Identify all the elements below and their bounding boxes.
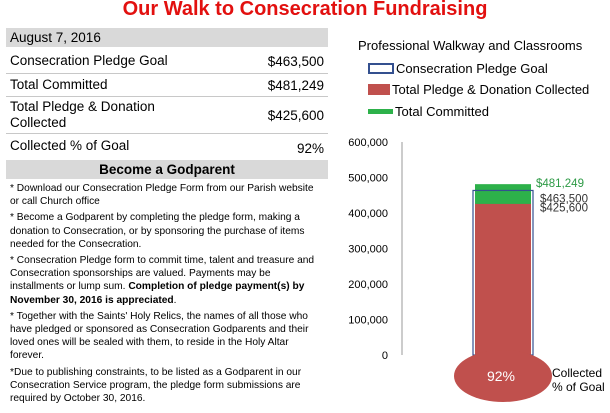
stat-label: Consecration Pledge Goal bbox=[10, 53, 168, 68]
stat-row-collected-percent bbox=[6, 133, 328, 158]
legend-label: Total Pledge & Donation Collected bbox=[392, 82, 590, 97]
percent-caption bbox=[552, 366, 605, 394]
godparent-item-end: . bbox=[173, 294, 177, 306]
godparent-item: * Together with the Saints' Holy Relics, the names of all those who have pledged or sponsored as Consecration Godparents and their loved ones will be sealed with them, to reside in the Holy Altar forever. bbox=[10, 310, 309, 362]
stat-label: Collected % of Goal bbox=[10, 138, 130, 153]
stat-label: Total Committed bbox=[10, 77, 108, 92]
legend-label: Total Committed bbox=[395, 104, 489, 119]
percent-caption-line: % of Goal bbox=[552, 380, 605, 394]
y-tick-label: 300,000 bbox=[348, 243, 388, 256]
stat-row-total-committed bbox=[6, 73, 328, 96]
stat-value: 92% bbox=[296, 141, 324, 156]
percent-caption-line: Collected bbox=[552, 366, 603, 380]
thermometer-chart bbox=[330, 0, 610, 413]
data-label-pledge-goal: $463,500 bbox=[540, 193, 588, 206]
chart-title: Professional Walkway and Classrooms bbox=[358, 38, 583, 53]
stat-value: $425,600 bbox=[267, 107, 324, 123]
godparent-instructions bbox=[6, 179, 328, 405]
stat-row-collected bbox=[6, 96, 328, 133]
godparent-item: *Due to publishing constraints, to be listed as a Godparent in our Consecration Service program, the pledge form submissions are required by October 30, 2016. bbox=[10, 366, 302, 405]
godparent-item bbox=[10, 254, 324, 307]
y-tick-label: 400,000 bbox=[348, 208, 388, 220]
godparent-heading: Become a Godparent bbox=[6, 160, 328, 179]
y-tick-label: 0 bbox=[381, 350, 388, 362]
report-date: August 7, 2016 bbox=[6, 28, 328, 47]
chart-panel bbox=[330, 0, 610, 413]
y-tick-label: 600,000 bbox=[348, 137, 388, 149]
stat-label: Total Pledge & Donation Collected bbox=[10, 99, 155, 130]
godparent-item: * Become a Godparent by completing the pledge form, making a donation to Consecration, or by sponsoring the purchase of items needed for the Consecration. bbox=[10, 212, 305, 250]
legend-label: Consecration Pledge Goal bbox=[396, 61, 548, 76]
left-panel bbox=[6, 28, 328, 408]
y-tick-label: 200,000 bbox=[348, 279, 388, 291]
page-title: Our Walk to Consecration Fundraising bbox=[122, 0, 488, 19]
stat-value: $463,500 bbox=[267, 53, 324, 69]
y-tick-label: 100,000 bbox=[348, 314, 388, 327]
godparent-item-text: * Consecration Pledge form to commit time, talent and treasure and Consecration sponsorships are valued. Payments may be installments or lump sum. bbox=[10, 255, 315, 293]
percent-label: 92% bbox=[486, 368, 516, 384]
y-tick-label: 500,000 bbox=[348, 172, 388, 185]
data-label-total-committed: $481,249 bbox=[536, 178, 584, 191]
bar-collected bbox=[475, 204, 531, 355]
stat-value: $481,249 bbox=[267, 77, 324, 93]
godparent-item: * Download our Consecration Pledge Form from our Parish website or call Church office bbox=[10, 183, 314, 208]
stat-row-pledge-goal bbox=[6, 49, 328, 73]
godparent-item-deadline: Completion of pledge payment(s) by November 30, 2016 is appreciated bbox=[10, 281, 305, 306]
data-label-collected: $425,600 bbox=[540, 202, 588, 215]
